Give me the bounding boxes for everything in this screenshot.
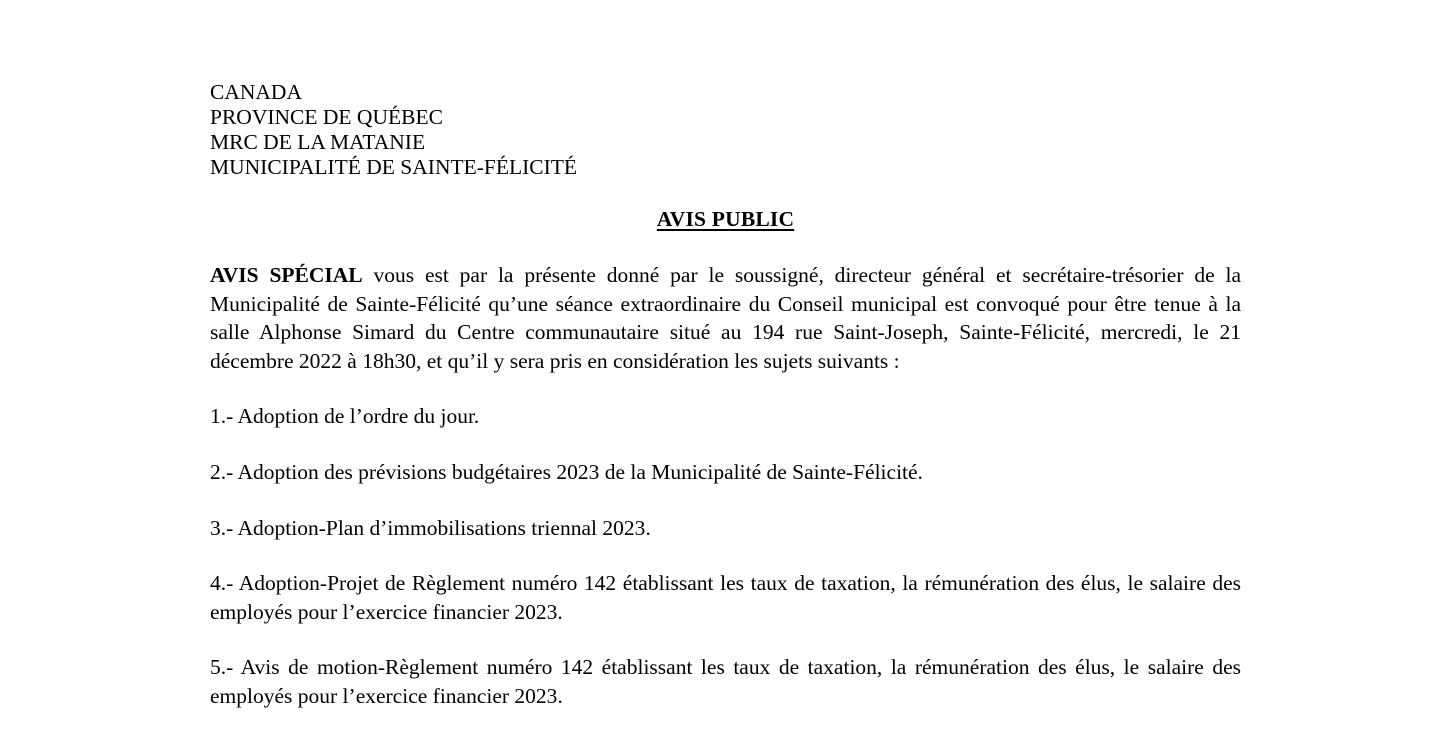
- agenda-item-3: 3.- Adoption-Plan d’immobilisations triennal 2023.: [210, 515, 651, 540]
- header-line-municipality: MUNICIPALITÉ DE SAINTE-FÉLICITÉ: [210, 155, 578, 179]
- lead-paragraph: [210, 261, 1241, 375]
- lead-paragraph-bold-prefix: AVIS SPÉCIAL: [210, 263, 363, 287]
- header-line-province: PROVINCE DE QUÉBEC: [210, 105, 443, 129]
- agenda-item-5: 5.- Avis de motion-Règlement numéro 142 établissant les taux de taxation, la rémunération des élus, le salaire des employés pour l’exercice financier 2023.: [210, 655, 1241, 708]
- lead-paragraph-body: vous est par la présente donné par le soussigné, directeur général et secrétaire-trésorier de la Municipalité de Sainte-Félicité qu’une séance extraordinaire du Conseil municipal est convoqué pour être tenue à la salle Alphonse Simard du Centre communautaire situé au 194 rue Saint-Joseph, Sainte-Félicité, mercredi, le 21 décembre 2022 à 18h30, et qu’il y sera pris en considération les sujets suivants :: [210, 263, 1241, 373]
- document-title-container: [210, 207, 1241, 232]
- header-line-canada: CANADA: [210, 80, 302, 104]
- agenda-item-4: 4.- Adoption-Projet de Règlement numéro 142 établissant les taux de taxation, la rémunération des élus, le salaire des employés pour l’exercice financier 2023.: [210, 571, 1241, 624]
- header-line-mrc: MRC DE LA MATANIE: [210, 130, 426, 154]
- document-content: [210, 80, 1241, 711]
- page-title: AVIS PUBLIC: [656, 207, 795, 231]
- agenda-item-2: 2.- Adoption des prévisions budgétaires 2023 de la Municipalité de Sainte-Félicité.: [210, 459, 923, 484]
- organization-header: [210, 80, 1241, 180]
- agenda-item-1: 1.- Adoption de l’ordre du jour.: [210, 404, 480, 429]
